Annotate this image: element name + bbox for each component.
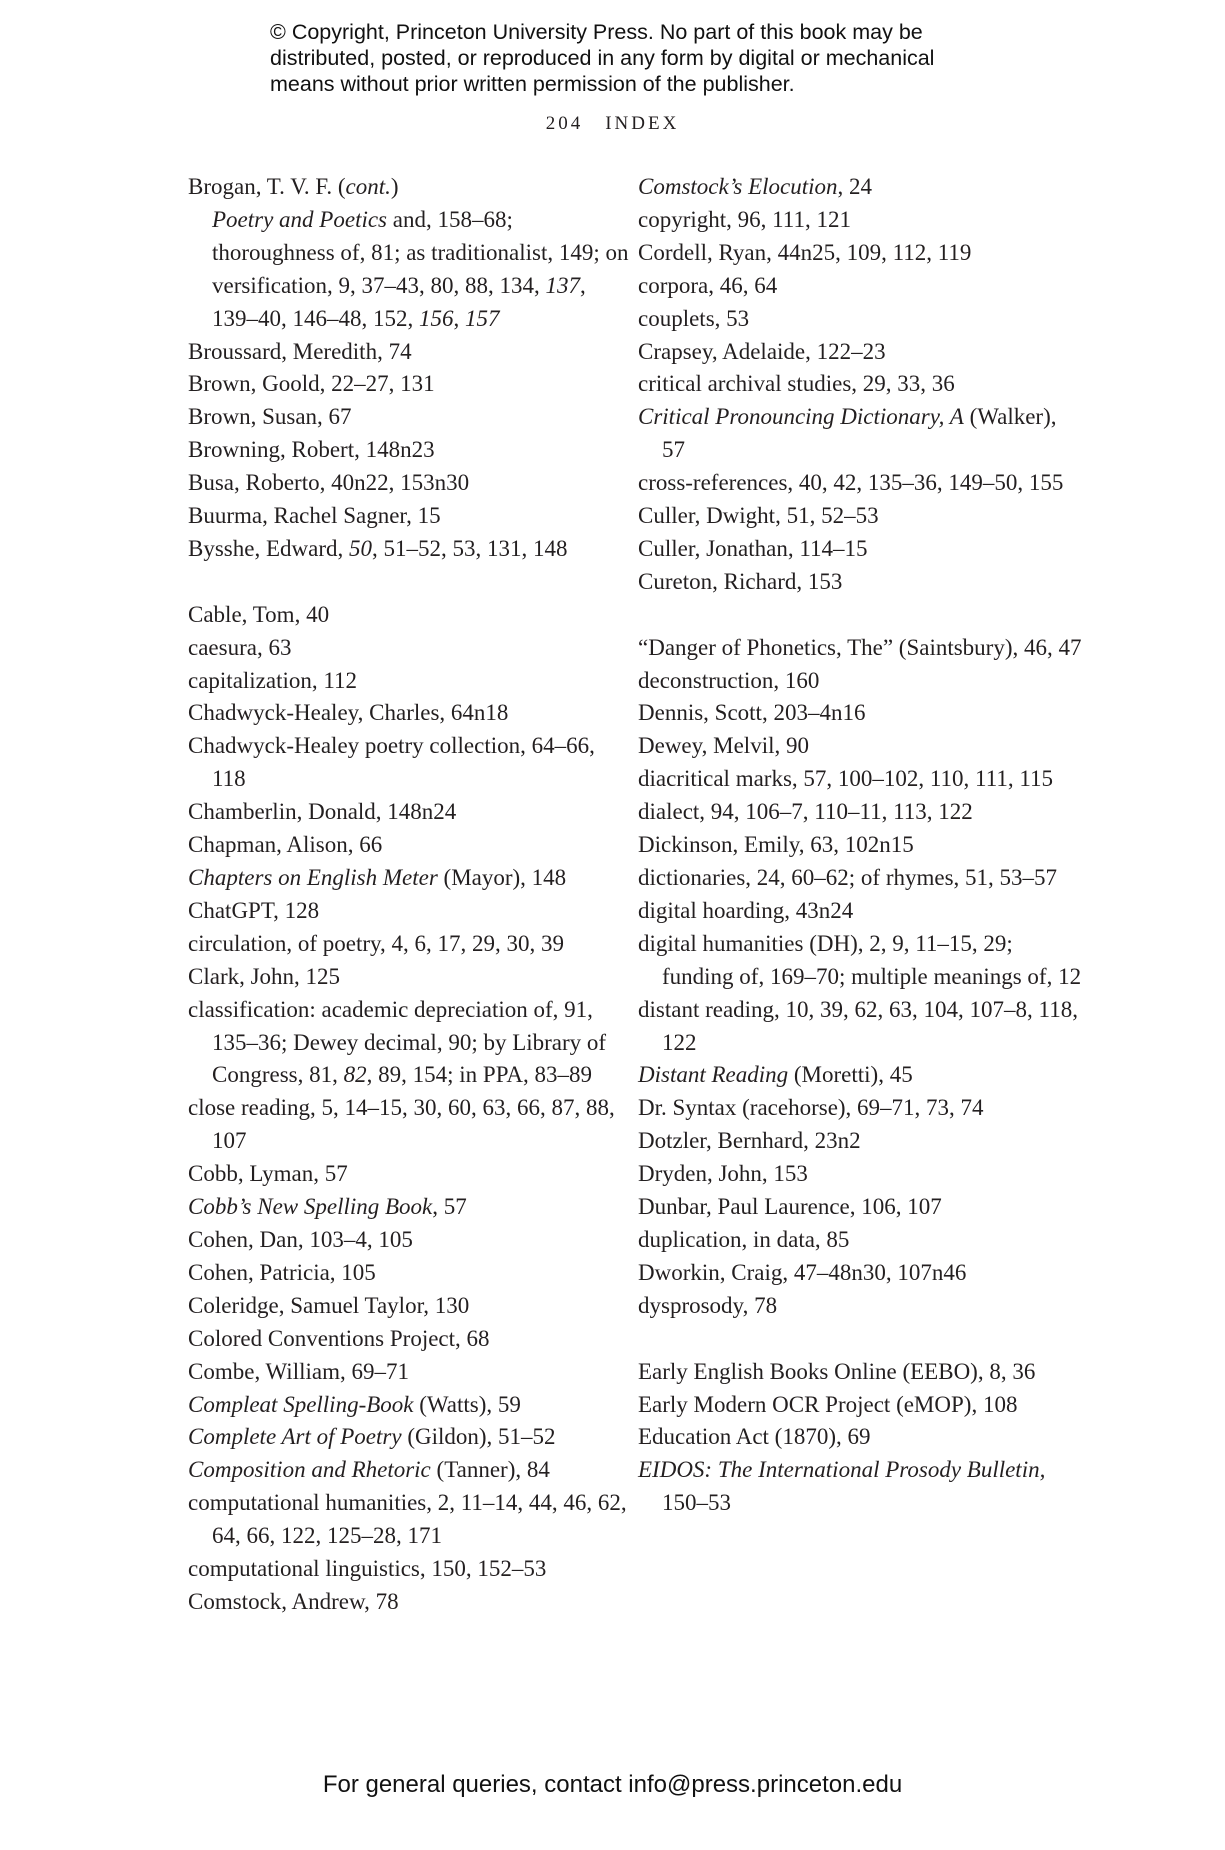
index-entry: ChatGPT, 128 [188, 897, 320, 923]
index-entry: Brown, Susan, 67 [188, 404, 352, 430]
index-entry: circulation, of poetry, 4, 6, 17, 29, 30, 39 [188, 930, 565, 956]
index-column-left [188, 171, 633, 1619]
index-entry: Cobb’s New Spelling Book, 57 [188, 1194, 467, 1220]
index-entry: Busa, Roberto, 40n22, 153n30 [188, 470, 470, 496]
index-entry: Chadwyck-Healey, Charles, 64n18 [188, 700, 509, 726]
index-entry: computational linguistics, 150, 152–53 [188, 1556, 547, 1582]
index-entry: dysprosody, 78 [638, 1292, 778, 1318]
index-entry: Colored Conventions Project, 68 [188, 1325, 490, 1351]
index-entry: Complete Art of Poetry (Gildon), 51–52 [188, 1424, 556, 1450]
index-entry: Brown, Goold, 22–27, 131 [188, 371, 435, 397]
index-entry: Critical Pronouncing Dictionary, A (Walker), 57 [638, 404, 1057, 463]
index-entry: computational humanities, 2, 11–14, 44, 46, 62, 64, 66, 122, 125–28, 171 [188, 1490, 627, 1549]
index-entry: Dickinson, Emily, 63, 102n15 [638, 832, 914, 858]
index-entry: Dr. Syntax (racehorse), 69–71, 73, 74 [638, 1095, 984, 1121]
page-number: 204 [545, 113, 584, 134]
index-entry: Crapsey, Adelaide, 122–23 [638, 338, 886, 364]
index-entry: digital humanities (DH), 2, 9, 11–15, 29; funding of, 169–70; multiple meanings of, 12 [638, 930, 1082, 989]
index-entry: Chapters on English Meter (Mayor), 148 [188, 865, 567, 891]
index-entry: digital hoarding, 43n24 [638, 897, 854, 923]
index-entry: Early English Books Online (EEBO), 8, 36 [638, 1358, 1036, 1384]
index-entry: Culler, Dwight, 51, 52–53 [638, 503, 879, 529]
copyright-notice: © Copyright, Princeton University Press. No part of this book may be distributed, posted, or reproduced in any form by digital or mechanical means without prior written permission of the publisher. [270, 20, 935, 96]
index-entry: Poetry and Poetics and, 158–68; thoroughness of, 81; as traditionalist, 149; on versification, 9, 37–43, 80, 88, 134, 137, 139–40, 146–48, 152, 156, 157 [212, 206, 629, 331]
index-entry: capitalization, 112 [188, 667, 358, 693]
index-entry: Dewey, Melvil, 90 [638, 733, 809, 759]
index-entry: diacritical marks, 57, 100–102, 110, 111, 115 [638, 766, 1053, 792]
index-entry: Cable, Tom, 40 [188, 601, 330, 627]
index-entry: close reading, 5, 14–15, 30, 60, 63, 66, 87, 88, 107 [188, 1095, 615, 1154]
index-entry: Culler, Jonathan, 114–15 [638, 535, 868, 561]
running-head [0, 113, 1225, 135]
section-title: INDEX [605, 113, 680, 134]
index-entry: Cureton, Richard, 153 [638, 568, 843, 594]
index-entry: Dryden, John, 153 [638, 1161, 808, 1187]
index-entry: Education Act (1870), 69 [638, 1424, 871, 1450]
index-entry: Distant Reading (Moretti), 45 [638, 1062, 913, 1088]
index-entry: caesura, 63 [188, 634, 292, 660]
index-entry: Clark, John, 125 [188, 963, 341, 989]
index-entry: couplets, 53 [638, 305, 750, 331]
index-column-right [638, 171, 1083, 1520]
footer-contact: For general queries, contact info@press.princeton.edu [322, 1771, 903, 1798]
index-entry: Comstock’s Elocution, 24 [638, 174, 873, 199]
index-entry: distant reading, 10, 39, 62, 63, 104, 107–8, 118, 122 [638, 996, 1078, 1055]
index-entry: Chapman, Alison, 66 [188, 832, 383, 858]
index-entry: Bysshe, Edward, 50, 51–52, 53, 131, 148 [188, 535, 568, 561]
index-entry: Combe, William, 69–71 [188, 1358, 409, 1384]
index-entry: Coleridge, Samuel Taylor, 130 [188, 1292, 470, 1318]
index-entry: Buurma, Rachel Sagner, 15 [188, 503, 441, 529]
index-entry: dictionaries, 24, 60–62; of rhymes, 51, 53–57 [638, 865, 1058, 891]
index-entry: Composition and Rhetoric (Tanner), 84 [188, 1457, 550, 1483]
index-entry: classification: academic depreciation of, 91, 135–36; Dewey decimal, 90; by Library of Congress, 81, 82, 89, 154; in PPA, 83–89 [188, 996, 607, 1088]
index-entry: Dworkin, Craig, 47–48n30, 107n46 [638, 1259, 967, 1285]
index-entry: Cohen, Dan, 103–4, 105 [188, 1226, 413, 1252]
index-entry: cross-references, 40, 42, 135–36, 149–50, 155 [638, 470, 1064, 496]
index-entry: deconstruction, 160 [638, 667, 820, 693]
index-entry: Chadwyck-Healey poetry collection, 64–66, 118 [188, 733, 595, 792]
index-entry: Dennis, Scott, 203–4n16 [638, 700, 866, 726]
index-entry: Dunbar, Paul Laurence, 106, 107 [638, 1194, 942, 1220]
index-entry: Cordell, Ryan, 44n25, 109, 112, 119 [638, 239, 972, 265]
index-entry: Comstock, Andrew, 78 [188, 1588, 399, 1614]
index-entry: copyright, 96, 111, 121 [638, 206, 851, 232]
index-entry: “Danger of Phonetics, The” (Saintsbury), 46, 47 [638, 634, 1082, 660]
index-entry: Chamberlin, Donald, 148n24 [188, 799, 457, 825]
index-entry: Browning, Robert, 148n23 [188, 437, 435, 463]
index-entry: dialect, 94, 106–7, 110–11, 113, 122 [638, 799, 973, 825]
index-entry: Broussard, Meredith, 74 [188, 338, 412, 364]
index-entry: Brogan, T. V. F. (cont.) [188, 174, 399, 199]
index-entry: Early Modern OCR Project (eMOP), 108 [638, 1391, 1018, 1417]
index-entry: duplication, in data, 85 [638, 1226, 850, 1252]
index-entry: corpora, 46, 64 [638, 272, 778, 298]
index-entry: Compleat Spelling-Book (Watts), 59 [188, 1391, 521, 1417]
index-entry: Cohen, Patricia, 105 [188, 1259, 376, 1285]
index-entry: critical archival studies, 29, 33, 36 [638, 371, 955, 397]
index-entry: EIDOS: The International Prosody Bulletin, 150–53 [638, 1457, 1046, 1516]
index-entry: Cobb, Lyman, 57 [188, 1161, 348, 1187]
index-entry: Dotzler, Bernhard, 23n2 [638, 1128, 861, 1154]
